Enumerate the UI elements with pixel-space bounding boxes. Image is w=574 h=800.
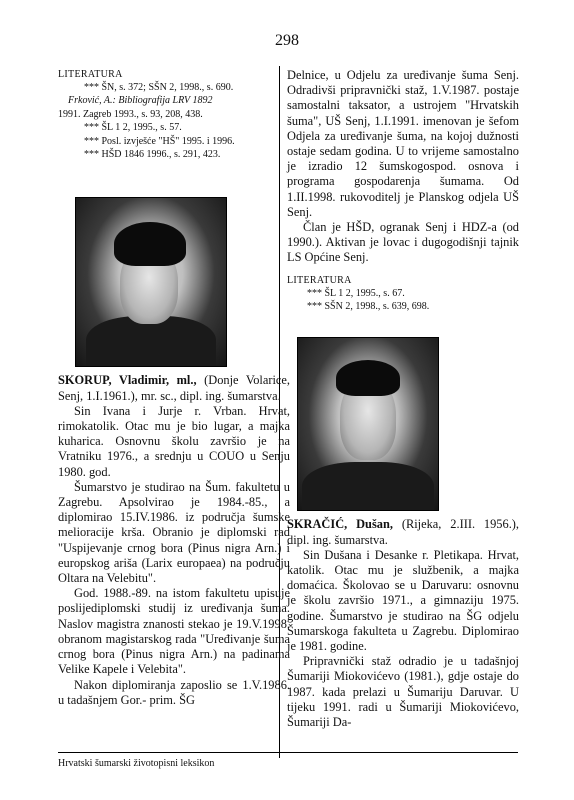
entry-intro: (Donje Volarice, Senj, 1.I.1961.), mr. sc., dipl. ing. šumarstva. xyxy=(58,373,291,403)
footer-rule xyxy=(58,752,518,753)
literature-item: *** ŠL 1 2, 1995., s. 67. xyxy=(307,287,405,299)
left-column xyxy=(58,68,290,708)
literature-item: *** SŠN 2, 1998., s. 639, 698. xyxy=(307,301,430,313)
entry-name: SKORUP, Vladimir, ml., xyxy=(58,373,197,388)
portrait-photo-skracic xyxy=(297,337,439,511)
literature-heading: LITERATURA xyxy=(287,274,352,286)
literature-heading: LITERATURA xyxy=(58,69,123,80)
biography-paragraph: Šumarstvo je studirao na Šum. fakultetu u Zagrebu. Apsolvirao je 1984.-85., a diplomirao 15.IV.1986. iz područja šumske melioracije krša. Obranio je diplomski rad "Uspijevanje crnog bora (Pinus nigra Arn.) i europskog ariša (Larix europaea) na području Oltara na Velebitu". xyxy=(58,479,290,586)
biography-paragraph: Nakon diplomiranja zaposlio se 1.V.1986. u tadašnjem Gor.- prim. ŠG xyxy=(58,677,290,707)
literature-item: *** HŠD 1846 1996., s. 291, 423. xyxy=(84,149,221,161)
literature-item: *** ŠN, s. 372; SŠN 2, 1998., s. 690. xyxy=(84,82,234,93)
page-number: 298 xyxy=(275,32,299,49)
literature-item: Frković, A.: Bibliografija LRV 1892 xyxy=(68,95,213,107)
entry-intro: (Rijeka, 2.III. 1956.), dipl. ing. šumarstva. xyxy=(287,517,520,547)
biography-paragraph: Delnice, u Odjelu za uređivanje šuma Senj. Odradivši pripravnički staž, 1.V.1987. postaje samostalni taksator, a ustrojem "Hrvatskih šuma", UŠ Senj, 1.I.1991. imenovan je šefom Odjela za uređivanje šuma, na kojoj dužnosti ostaje sedam godina. U to vrijeme samostalno je izradio 12 šumskogospod. osnova i programa gospodarenja šumama. Od 1.II.1998. rukovoditelj je Planskog odjela UŠ Senj. xyxy=(287,68,519,219)
right-column xyxy=(287,68,519,730)
entry-name: SKRAČIĆ, Dušan, xyxy=(287,517,393,532)
footer-text: Hrvatski šumarski životopisni leksikon xyxy=(58,758,215,769)
entry-heading-skorup xyxy=(58,373,290,403)
biography-paragraph: Sin Dušana i Desanke r. Pletikapa. Hrvat, katolik. Otac mu je službenik, a majka domaćica. Školovao se u Daruvaru: osnovnu je školu završio 1971., a gimnaziju 1975. godine. Šumarstvo je studirao na ŠG odjelu Šumarskoga fakulteta u Zagrebu. Diplomirao je 1981. godine. xyxy=(287,547,519,654)
biography-paragraph: Sin Ivana i Jurje r. Vrban. Hrvat, rimokatolik. Otac mu je bio lugar, a majka kuharica. Osnovnu školu završio je na Vratniku 1976., a srednju u COUO u Senju 1980. god. xyxy=(58,403,290,479)
literature-item: 1991. Zagreb 1993., s. 93, 208, 438. xyxy=(58,108,203,120)
entry-heading-skracic xyxy=(287,517,519,547)
portrait-photo-skorup xyxy=(75,197,227,367)
biography-paragraph: Član je HŠD, ogranak Senj i HDZ-a (od 1990.). Aktivan je lovac i dugogodišnji tajnik LS Općine Senj. xyxy=(287,220,519,265)
biography-paragraph: God. 1988.-89. na istom fakultetu upisuje poslijediplomski studij iz uređivanja šuma. Naslov magistra znanosti stekao je 19.V.1998. obranom magistarskog rada "Uređivanje šuma crnog bora (Pinus nigra Arn.) na padinama Velike Kapele i Velebita". xyxy=(58,586,290,677)
biography-paragraph: Pripravnički staž odradio je u tadašnjoj Šumariji Miokovićevo (1981.), gdje ostaje do 1987. kada prelazi u Šumariju Daruvar. U tijeku 1991. radi u Šumariji Miokovićevo, Šumariji Da- xyxy=(287,654,519,730)
literature-item: *** Posl. izvješće "HŠ" 1995. i 1996. xyxy=(84,135,235,147)
literature-item: *** ŠL 1 2, 1995., s. 57. xyxy=(84,122,182,134)
